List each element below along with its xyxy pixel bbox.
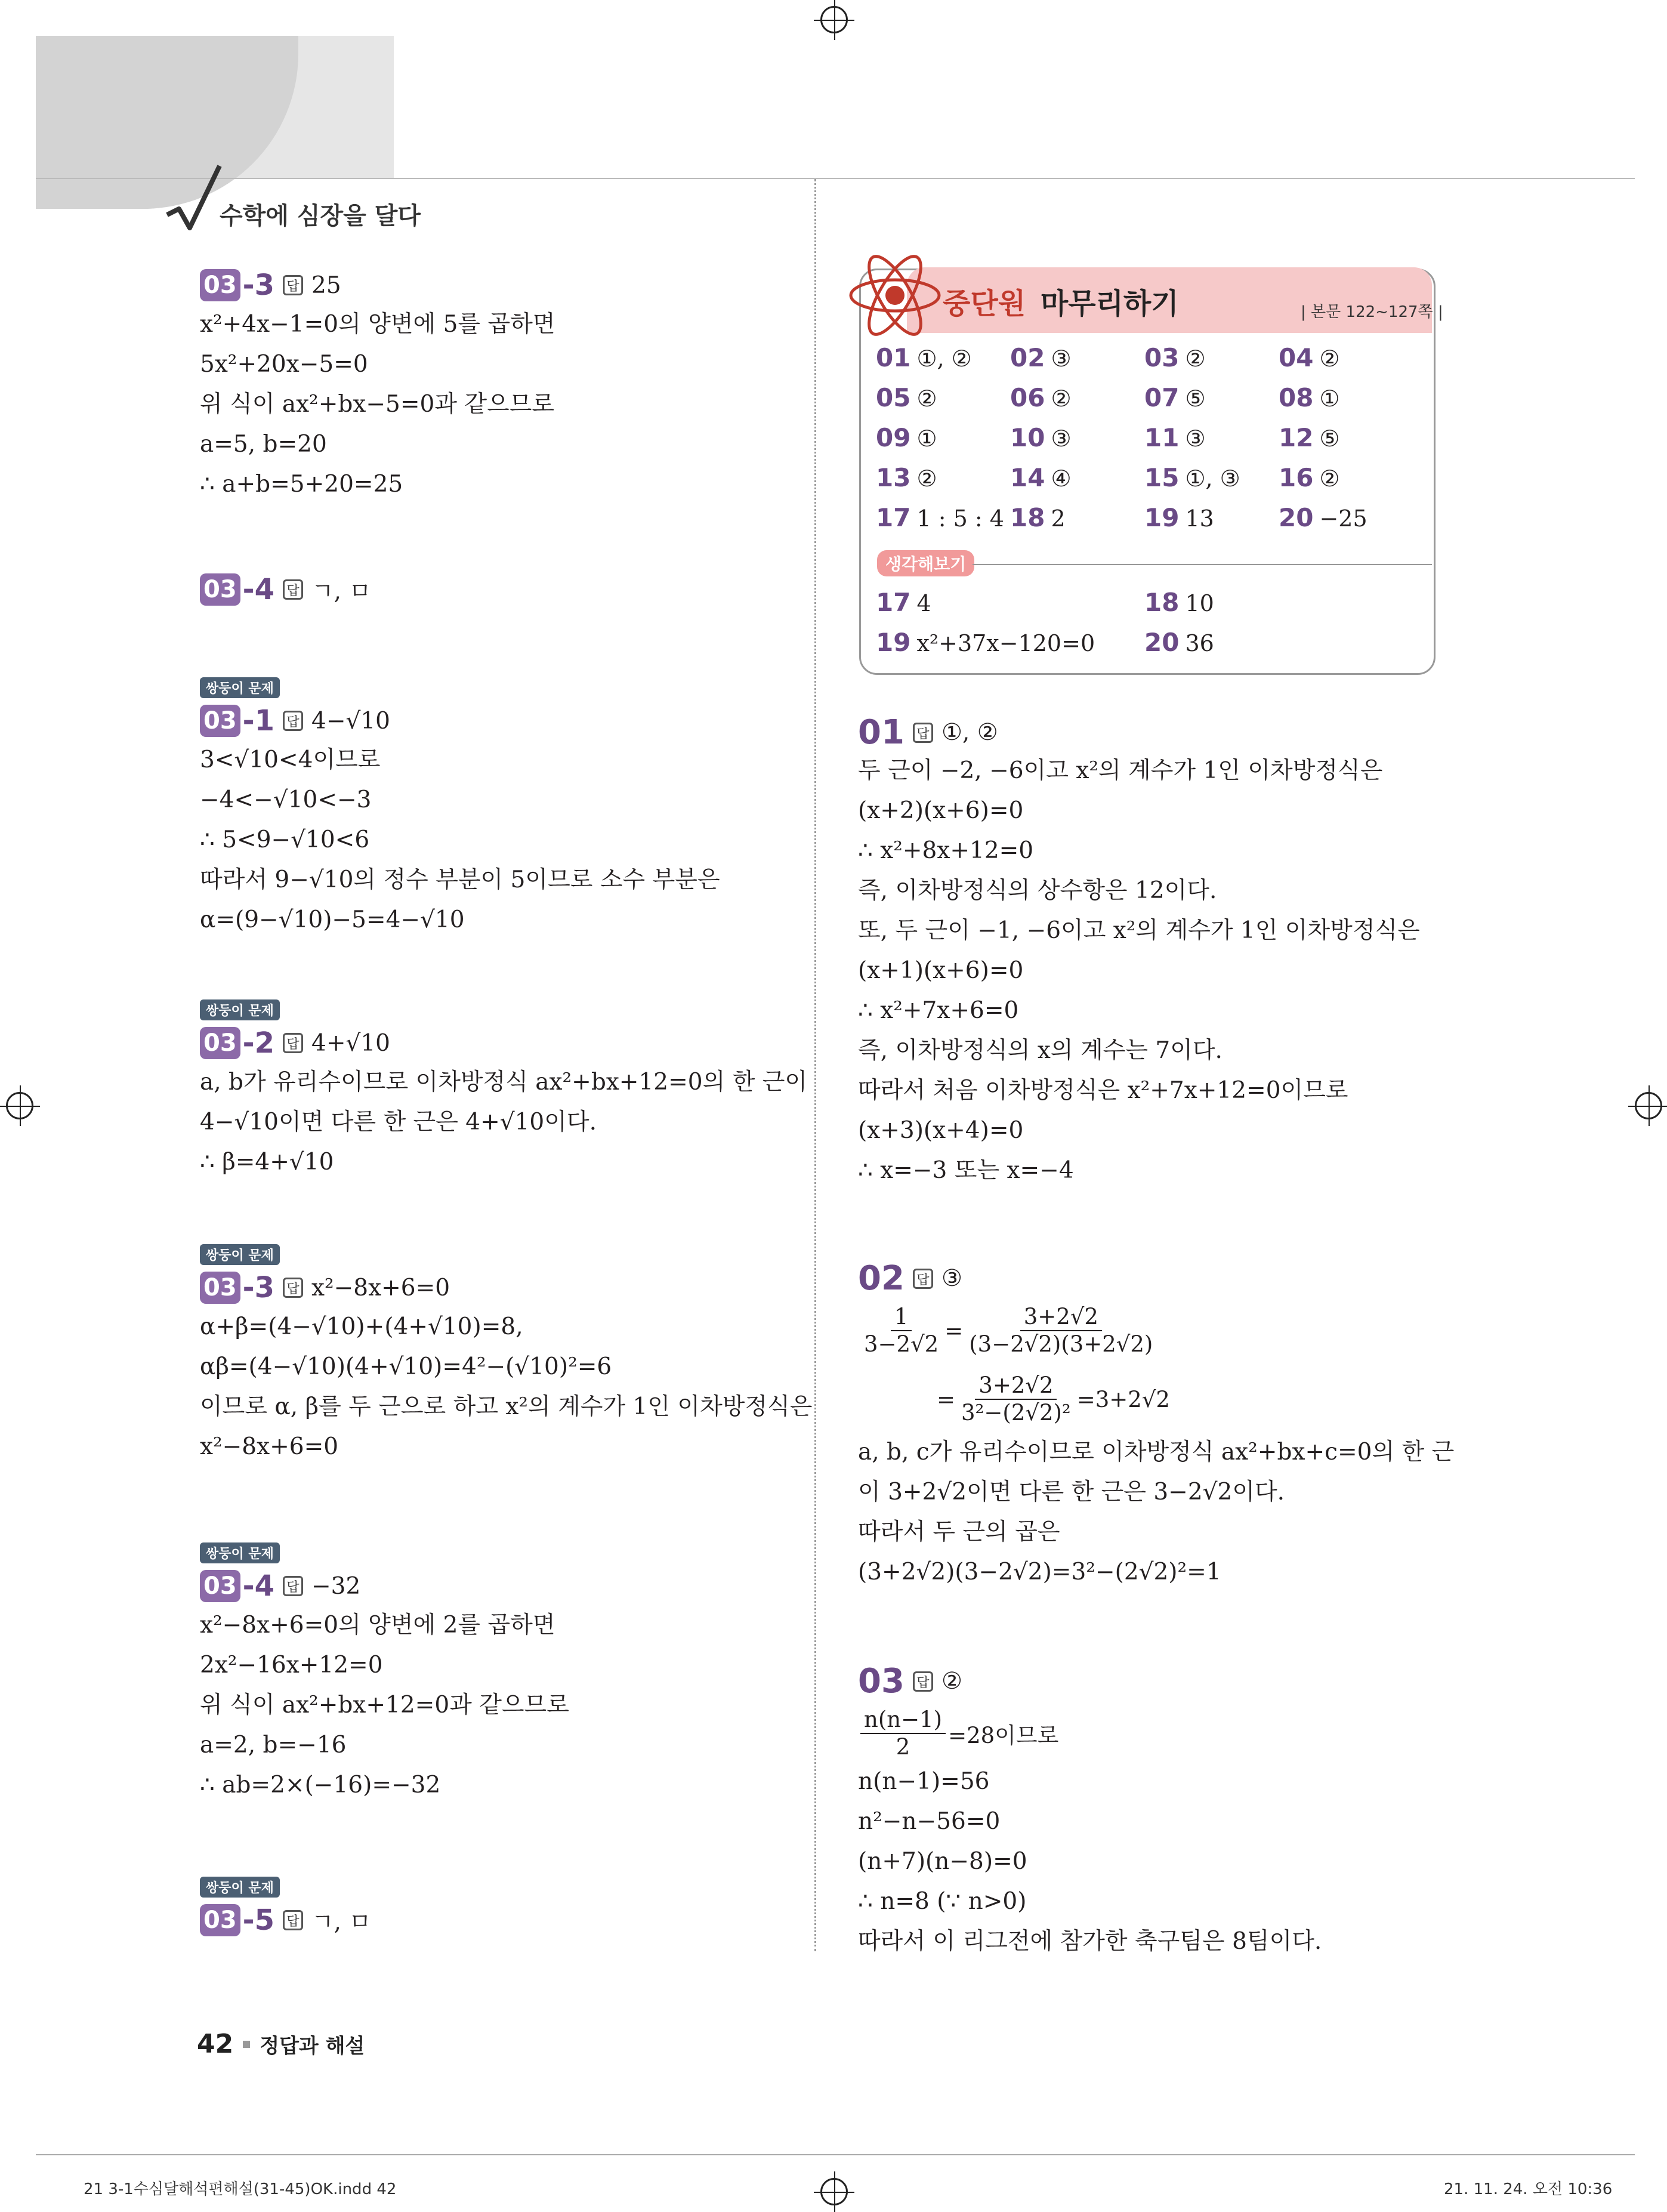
- summary-answer: [1279, 503, 1367, 532]
- q02-f2-num: 3+2√2: [1020, 1304, 1102, 1331]
- problem-header: [200, 269, 341, 302]
- summary-answer-number: 05: [876, 383, 911, 412]
- solution-line: (x+2)(x+6)=0: [858, 797, 1024, 824]
- q02-eq1: $\frac{1}{3-2√2}$ = $\frac{3+2√2}{(3-2√2)(3+2√2)}$: [858, 1304, 1159, 1358]
- twin-problem-badge: 쌍둥이 문제: [200, 999, 280, 1020]
- solution-line: 3<√10<4이므로: [200, 746, 381, 773]
- summary-answer-number: 08: [1279, 383, 1314, 412]
- solution-line: α+β=(4−√10)+(4+√10)=8,: [200, 1313, 523, 1340]
- answer-mark-icon: 답: [283, 711, 303, 731]
- summary-answer-number: 01: [876, 343, 911, 372]
- summary-answer-value: ③: [1185, 425, 1206, 452]
- think-label: 생각해보기: [877, 550, 974, 576]
- summary-answer: [1144, 463, 1240, 492]
- answer-mark-icon: 답: [913, 723, 933, 743]
- answer-text: −32: [311, 1572, 361, 1600]
- summary-answer-number: 13: [876, 463, 911, 492]
- solution-line: (n+7)(n−8)=0: [858, 1848, 1027, 1875]
- solution-line: 따라서 이 리그전에 참가한 축구팀은 8팀이다.: [858, 1928, 1322, 1955]
- twin-problem-badge: 쌍둥이 문제: [200, 1877, 280, 1898]
- answer-mark-icon: 답: [913, 1269, 933, 1289]
- think-answer-number: 17: [876, 588, 911, 617]
- summary-answer-value: ②: [1185, 345, 1206, 372]
- answer-text: 4+√10: [311, 1029, 390, 1057]
- solution-line: −4<−√10<−3: [200, 786, 372, 813]
- answer-mark-icon: 답: [913, 1671, 933, 1692]
- solution-line: 5x²+20x−5=0: [200, 351, 368, 378]
- summary-answer: [1010, 383, 1072, 412]
- solution-number: 03: [858, 1662, 904, 1701]
- summary-answer-number: 20: [1279, 503, 1314, 532]
- summary-answer: [1279, 343, 1340, 372]
- summary-answer-number: 10: [1010, 423, 1045, 452]
- sqrt-logo-icon: [161, 161, 227, 235]
- summary-title-main: 중단원: [943, 287, 1026, 320]
- solution-line: ∴ β=4+√10: [200, 1149, 334, 1176]
- solution-line: 즉, 이차방정식의 상수항은 12이다.: [858, 877, 1217, 904]
- solution-line: 이므로 α, β를 두 근으로 하고 x²의 계수가 1인 이차방정식은: [200, 1393, 813, 1420]
- summary-answer-value: ②: [916, 465, 937, 492]
- answer-text: ②: [941, 1668, 962, 1695]
- page-number: 42: [197, 2029, 234, 2059]
- summary-answer: [876, 503, 1004, 532]
- summary-answer-number: 06: [1010, 383, 1045, 412]
- answer-text: ①, ②: [941, 719, 998, 746]
- registration-mark-icon: [820, 6, 848, 33]
- solution-line: ∴ x=−3 또는 x=−4: [858, 1157, 1074, 1184]
- problem-number-suffix: -4: [242, 573, 274, 606]
- problem-number-suffix: -3: [242, 1271, 274, 1304]
- problem-number: [200, 1026, 274, 1060]
- problem-number: [200, 1271, 274, 1304]
- summary-answer-value: 1 : 5 : 4: [916, 505, 1004, 532]
- summary-answer: [1010, 343, 1072, 372]
- q02-f1-den: 3−2√2: [864, 1331, 939, 1357]
- solution-header: [858, 713, 998, 752]
- answer-text: 4−√10: [311, 707, 390, 735]
- solution-header: [858, 1259, 962, 1298]
- think-answer-number: 20: [1144, 628, 1180, 657]
- answer-mark-icon: 답: [283, 1033, 303, 1053]
- summary-answer-value: ③: [1051, 425, 1072, 452]
- summary-answer-number: 02: [1010, 343, 1045, 372]
- summary-answer-value: ①: [1319, 385, 1340, 412]
- summary-answer-value: −25: [1319, 505, 1367, 532]
- think-answer: [1144, 628, 1214, 657]
- footer-file: 21 3-1수심달해석편해설(31-45)OK.indd 42: [84, 2180, 397, 2198]
- registration-mark-icon: [820, 2178, 848, 2205]
- problem-number-box: 03: [200, 1570, 240, 1602]
- summary-answer: [1144, 343, 1206, 372]
- header-title: 수학에 심장을 달다: [220, 202, 421, 230]
- summary-title-sub: 마무리하기: [1040, 287, 1179, 320]
- problem-number-box: 03: [200, 269, 240, 301]
- summary-answer-value: ①, ③: [1185, 465, 1240, 492]
- summary-answer: [1144, 423, 1206, 452]
- solution-line: n²−n−56=0: [858, 1808, 1001, 1835]
- solution-line: a=5, b=20: [200, 431, 327, 458]
- solution-line: 따라서 두 근의 곱은: [858, 1519, 1060, 1545]
- footer-section: 정답과 해설: [260, 2034, 365, 2058]
- summary-answer-value: ②: [1319, 465, 1340, 492]
- problem-number: [200, 573, 274, 606]
- summary-answer: [1144, 383, 1206, 412]
- solution-line: ∴ n=8 (∵ n>0): [858, 1888, 1027, 1915]
- summary-answer-value: ①: [916, 425, 937, 452]
- summary-page-ref: | 본문 122~127쪽 |: [1301, 303, 1443, 321]
- answer-mark-icon: 답: [283, 1910, 303, 1930]
- solution-line: ∴ x²+8x+12=0: [858, 837, 1034, 864]
- answer-mark-icon: 답: [283, 579, 303, 600]
- summary-answer-number: 07: [1144, 383, 1180, 412]
- footer-bullet: [243, 2041, 250, 2048]
- q03-eq: [858, 1707, 1058, 1760]
- problem-header: [200, 1026, 390, 1060]
- twin-problem-badge: 쌍둥이 문제: [200, 1244, 280, 1265]
- summary-answer: [1010, 463, 1072, 492]
- summary-answer-value: ⑤: [1319, 425, 1340, 452]
- summary-answer: [1279, 463, 1340, 492]
- solution-line: n(n−1)=56: [858, 1768, 990, 1795]
- problem-number-suffix: -3: [242, 269, 274, 302]
- solution-line: a, b가 유리수이므로 이차방정식 ax²+bx+12=0의 한 근이: [200, 1069, 808, 1096]
- solution-line: x²−8x+6=0: [200, 1433, 339, 1460]
- q02-f2-den: (3−2√2)(3+2√2): [969, 1331, 1153, 1357]
- answer-text: 25: [311, 272, 341, 299]
- summary-answer-number: 14: [1010, 463, 1045, 492]
- solution-number: 01: [858, 713, 904, 752]
- solution-line: ∴ x²+7x+6=0: [858, 997, 1019, 1024]
- summary-answer: [1010, 503, 1066, 532]
- solution-line: 두 근이 −2, −6이고 x²의 계수가 1인 이차방정식은: [858, 757, 1383, 784]
- think-answer: [876, 628, 1095, 657]
- problem-number: [200, 1904, 274, 1937]
- atom-icon: [847, 251, 943, 343]
- solution-line: x²−8x+6=0의 양변에 2를 곱하면: [200, 1612, 555, 1639]
- problem-number-box: 03: [200, 573, 240, 606]
- summary-answer-value: ②: [1051, 385, 1072, 412]
- summary-answer-number: 12: [1279, 423, 1314, 452]
- summary-answer: [876, 343, 972, 372]
- summary-answer-value: ⑤: [1185, 385, 1206, 412]
- summary-answer-value: ②: [1319, 345, 1340, 372]
- solution-line: α=(9−√10)−5=4−√10: [200, 906, 465, 933]
- summary-answer-number: 11: [1144, 423, 1180, 452]
- think-rule: [973, 564, 1432, 565]
- summary-answer-value: ②: [916, 385, 937, 412]
- summary-answer-value: ④: [1051, 465, 1072, 492]
- solution-line: (x+1)(x+6)=0: [858, 957, 1024, 984]
- footer-rule: [36, 2154, 1635, 2155]
- summary-answer-value: 2: [1051, 505, 1066, 532]
- problem-number: [200, 269, 274, 302]
- summary-answer: [876, 463, 937, 492]
- problem-number-suffix: -4: [242, 1569, 274, 1603]
- solution-line: ∴ ab=2×(−16)=−32: [200, 1772, 441, 1798]
- problem-header: [200, 1904, 371, 1937]
- solution-number: 02: [858, 1259, 904, 1298]
- summary-answer-value: ①, ②: [916, 345, 972, 372]
- solution-line: 따라서 9−√10의 정수 부분이 5이므로 소수 부분은: [200, 866, 720, 893]
- registration-mark-icon: [6, 1092, 33, 1119]
- q02-f3-den: 3²−(2√2)²: [961, 1400, 1071, 1426]
- solution-line: (3+2√2)(3−2√2)=3²−(2√2)²=1: [858, 1559, 1221, 1585]
- summary-answer-number: 09: [876, 423, 911, 452]
- summary-answer: [1144, 503, 1214, 532]
- solution-line: 위 식이 ax²+bx−5=0과 같으므로: [200, 391, 555, 418]
- footer-date: 21. 11. 24. 오전 10:36: [1444, 2180, 1613, 2198]
- think-answer-value: x²+37x−120=0: [916, 630, 1095, 656]
- answer-text: ③: [941, 1265, 962, 1292]
- solution-header: [858, 1662, 962, 1701]
- solution-line: x²+4x−1=0의 양변에 5를 곱하면: [200, 311, 555, 338]
- solution-line: 위 식이 ax²+bx+12=0과 같으므로: [200, 1692, 569, 1719]
- problem-number-box: 03: [200, 705, 240, 737]
- think-answer-number: 19: [876, 628, 911, 657]
- summary-answer: [1010, 423, 1072, 452]
- solution-line: a=2, b=−16: [200, 1732, 347, 1759]
- problem-number: [200, 1569, 274, 1603]
- summary-answer: [876, 423, 937, 452]
- summary-answer-number: 18: [1010, 503, 1045, 532]
- answer-mark-icon: 답: [283, 275, 303, 295]
- answer-text: ㄱ, ㅁ: [311, 578, 372, 605]
- summary-answer-value: ③: [1051, 345, 1072, 372]
- header-rule: [36, 178, 1635, 179]
- problem-number-suffix: -5: [242, 1904, 274, 1937]
- q03-f-num: n(n−1): [860, 1707, 946, 1734]
- q02-eq-tail: =3+2√2: [1076, 1386, 1170, 1412]
- q02-f1-num: 1: [891, 1304, 912, 1331]
- summary-answer-number: 03: [1144, 343, 1180, 372]
- q02-eq2: = $\frac{3+2√2}{\text{3²−(2√2)²}}$ =3+2√2: [937, 1372, 1170, 1426]
- problem-number-box: 03: [200, 1904, 240, 1936]
- summary-answer: [876, 383, 937, 412]
- think-answer-value: 10: [1185, 590, 1214, 616]
- answer-text: ㄱ, ㅁ: [311, 1909, 372, 1936]
- think-answer: [1144, 588, 1214, 617]
- solution-line: αβ=(4−√10)(4+√10)=4²−(√10)²=6: [200, 1353, 612, 1380]
- q03-f-den: 2: [896, 1734, 910, 1760]
- twin-problem-badge: 쌍둥이 문제: [200, 1542, 280, 1563]
- solution-line: ∴ 5<9−√10<6: [200, 826, 370, 853]
- summary-answer: [1279, 383, 1340, 412]
- answer-mark-icon: 답: [283, 1576, 303, 1596]
- solution-line: 또, 두 근이 −1, −6이고 x²의 계수가 1인 이차방정식은: [858, 917, 1420, 944]
- problem-number-suffix: -1: [242, 704, 274, 738]
- twin-problem-badge: 쌍둥이 문제: [200, 677, 280, 698]
- q02-f3-num: 3+2√2: [975, 1372, 1057, 1400]
- summary-answer: [1279, 423, 1340, 452]
- problem-header: [200, 1569, 360, 1603]
- think-answer: [876, 588, 931, 617]
- summary-answer-number: 17: [876, 503, 911, 532]
- problem-header: [200, 1271, 450, 1304]
- problem-number-box: 03: [200, 1272, 240, 1304]
- summary-answer-number: 16: [1279, 463, 1314, 492]
- answer-mark-icon: 답: [283, 1278, 303, 1298]
- solution-line: 따라서 처음 이차방정식은 x²+7x+12=0이므로: [858, 1077, 1348, 1104]
- solution-line: 즉, 이차방정식의 x의 계수는 7이다.: [858, 1037, 1223, 1064]
- summary-answer-number: 15: [1144, 463, 1180, 492]
- problem-header: [200, 704, 390, 738]
- solution-line: a, b, c가 유리수이므로 이차방정식 ax²+bx+c=0의 한 근: [858, 1439, 1455, 1466]
- problem-number: [200, 704, 274, 738]
- solution-line: ∴ a+b=5+20=25: [200, 471, 403, 498]
- problem-number-suffix: -2: [242, 1026, 274, 1060]
- solution-line: 2x²−16x+12=0: [200, 1652, 383, 1679]
- think-answer-value: 4: [916, 590, 931, 616]
- answer-text: x²−8x+6=0: [311, 1274, 450, 1301]
- solution-line: (x+3)(x+4)=0: [858, 1117, 1024, 1144]
- summary-answer-value: 13: [1185, 505, 1214, 532]
- q03-f-tail: =28이므로: [948, 1723, 1059, 1748]
- solution-line: 이 3+2√2이면 다른 한 근은 3−2√2이다.: [858, 1479, 1285, 1505]
- think-answer-value: 36: [1185, 630, 1214, 656]
- summary-answer-number: 19: [1144, 503, 1180, 532]
- solution-line: 4−√10이면 다른 한 근은 4+√10이다.: [200, 1109, 597, 1136]
- problem-number-box: 03: [200, 1027, 240, 1059]
- problem-header: [200, 573, 371, 606]
- think-answer-number: 18: [1144, 588, 1180, 617]
- registration-mark-icon: [1635, 1092, 1662, 1119]
- summary-answer-number: 04: [1279, 343, 1314, 372]
- column-divider: [814, 179, 816, 1951]
